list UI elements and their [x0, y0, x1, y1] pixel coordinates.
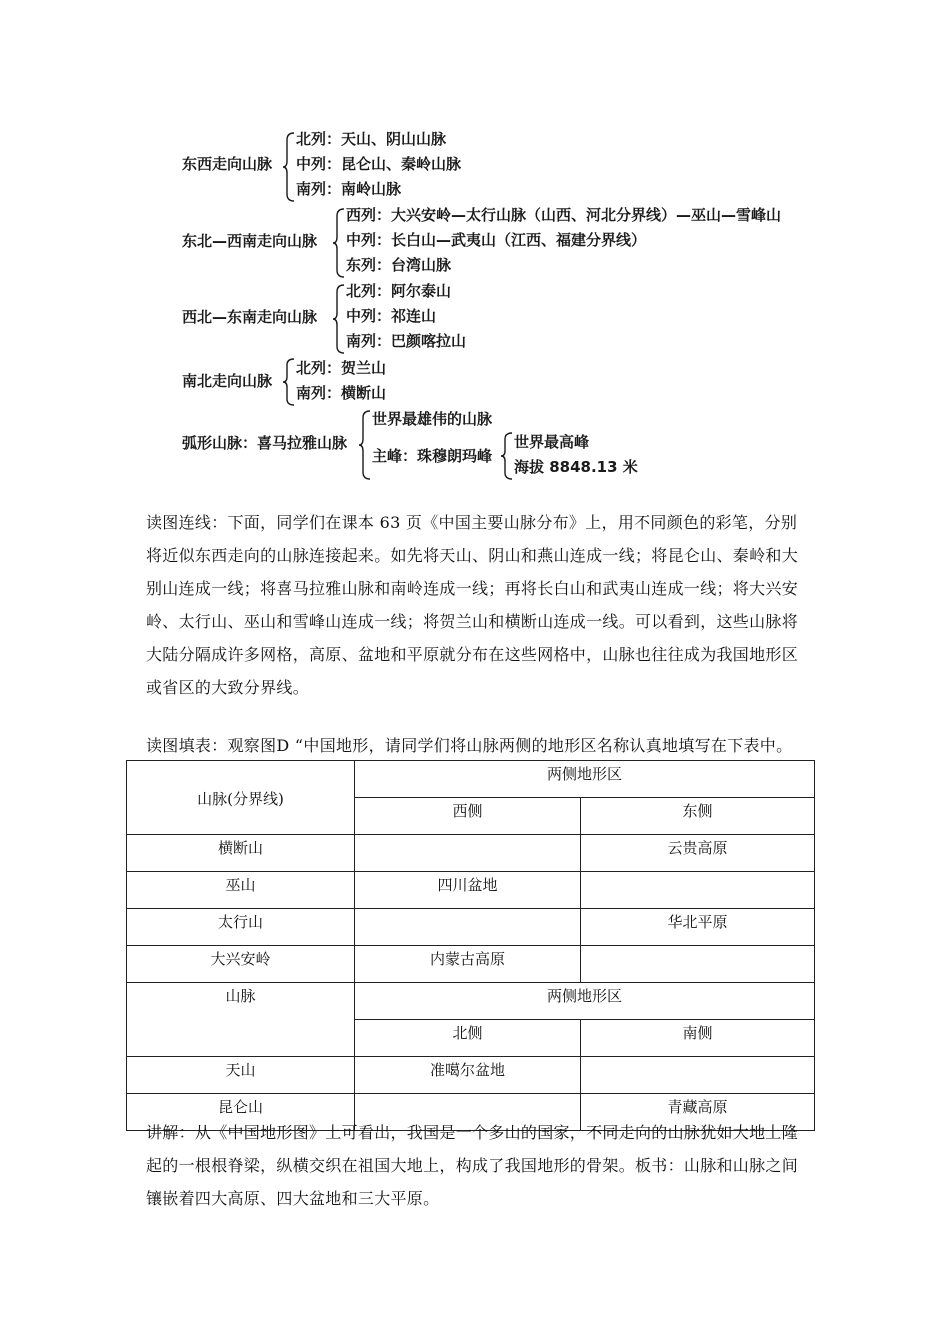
table-header-west: 西侧	[355, 798, 581, 835]
table-row	[127, 872, 815, 909]
table-header-group: 两侧地形区	[355, 761, 815, 798]
table-row	[127, 909, 815, 946]
group-item: 东列：台湾山脉	[346, 256, 452, 274]
group-item: 北列：贺兰山	[296, 359, 387, 377]
mountain-cell: 太行山	[127, 909, 355, 946]
group-item: 中列：祁连山	[346, 307, 437, 325]
west-cell	[355, 909, 581, 946]
group-label-ns: 南北走向山脉	[182, 372, 273, 390]
brace-icon	[358, 410, 372, 480]
group-item: 中列：长白山—武夷山（江西、福建分界线）	[346, 231, 647, 249]
paragraph-explanation: 讲解：从《中国地形图》上可看出，我国是一个多山的国家，不同走向的山脉犹如大地上隆起的一根根脊梁，纵横交织在祖国大地上，构成了我国地形的骨架。板书：山脉和山脉之间镶嵌着四大高原、四大盆地和三大平原。	[146, 1123, 799, 1208]
paragraph-read-and-fill: 读图填表：观察图D “中国地形，请同学们将山脉两侧的地形区名称认真地填写在下表中。	[146, 736, 793, 755]
brace-icon	[282, 132, 296, 202]
table-header-east: 东侧	[581, 798, 815, 835]
paragraph-read-and-connect: 读图连线：下面，同学们在课本 63 页《中国主要山脉分布》上，用不同颜色的彩笔，分别将近似东西走向的山脉连接起来。如先将天山、阴山和燕山连成一线；将昆仑山、秦岭和大别山连成一线；将喜马拉雅山脉和南岭连成一线；再将长白山和武夷山连成一线；将大兴安岭、太行山、巫山和雪峰山连成一线；将贺兰山和横断山连成一线。可以看到，这些山脉将大陆分隔成许多网格，高原、盆地和平原就分布在这些网格中，山脉也往往成为我国地形区或省区的大致分界线。	[146, 513, 799, 697]
group-item: 北列：阿尔泰山	[346, 282, 452, 300]
group-label-arc: 弧形山脉：喜马拉雅山脉	[182, 434, 348, 452]
north-cell: 准噶尔盆地	[355, 1057, 581, 1094]
group-item: 中列：昆仑山、秦岭山脉	[296, 155, 462, 173]
east-cell	[581, 872, 815, 909]
west-cell: 内蒙古高原	[355, 946, 581, 983]
mountain-outline-diagram	[182, 120, 842, 490]
east-cell: 云贵高原	[581, 835, 815, 872]
group-item: 南列：南岭山脉	[296, 180, 402, 198]
group-label-nw-se: 西北—东南走向山脉	[182, 308, 318, 326]
group-item: 南列：巴颜喀拉山	[346, 332, 467, 350]
west-cell: 四川盆地	[355, 872, 581, 909]
mountain-cell: 天山	[127, 1057, 355, 1094]
table-header-north: 北侧	[355, 1020, 581, 1057]
mountain-cell: 巫山	[127, 872, 355, 909]
table-row	[127, 835, 815, 872]
south-cell	[581, 1057, 815, 1094]
south-cell: 青藏高原	[581, 1094, 815, 1131]
group-item: 北列：天山、阴山山脉	[296, 130, 447, 148]
group-item: 南列：横断山	[296, 384, 387, 402]
east-cell: 华北平原	[581, 909, 815, 946]
table-row	[127, 946, 815, 983]
group-item: 主峰：珠穆朗玛峰	[372, 447, 493, 465]
west-cell	[355, 835, 581, 872]
group-sub-item: 世界最高峰	[514, 433, 590, 451]
table-header-group-2: 两侧地形区	[355, 983, 815, 1020]
table-header-mountain: 山脉(分界线)	[127, 761, 355, 835]
terrain-table	[126, 760, 815, 1131]
brace-icon	[282, 358, 296, 406]
group-item: 世界最雄伟的山脉	[372, 410, 493, 428]
mountain-cell: 横断山	[127, 835, 355, 872]
table-row	[127, 1057, 815, 1094]
group-label-ne-sw: 东北—西南走向山脉	[182, 232, 318, 250]
mountain-cell: 昆仑山	[127, 1094, 355, 1131]
east-cell	[581, 946, 815, 983]
brace-icon	[332, 284, 346, 354]
table-header-mountain-2: 山脉	[127, 983, 355, 1057]
group-label-ew: 东西走向山脉	[182, 155, 273, 173]
brace-icon	[500, 432, 514, 480]
mountain-cell: 大兴安岭	[127, 946, 355, 983]
group-sub-item: 海拔 8848.13 米	[514, 458, 638, 476]
group-item: 西列：大兴安岭—太行山脉（山西、河北分界线）—巫山—雪峰山	[346, 206, 782, 224]
brace-icon	[332, 208, 346, 278]
table-header-south: 南侧	[581, 1020, 815, 1057]
